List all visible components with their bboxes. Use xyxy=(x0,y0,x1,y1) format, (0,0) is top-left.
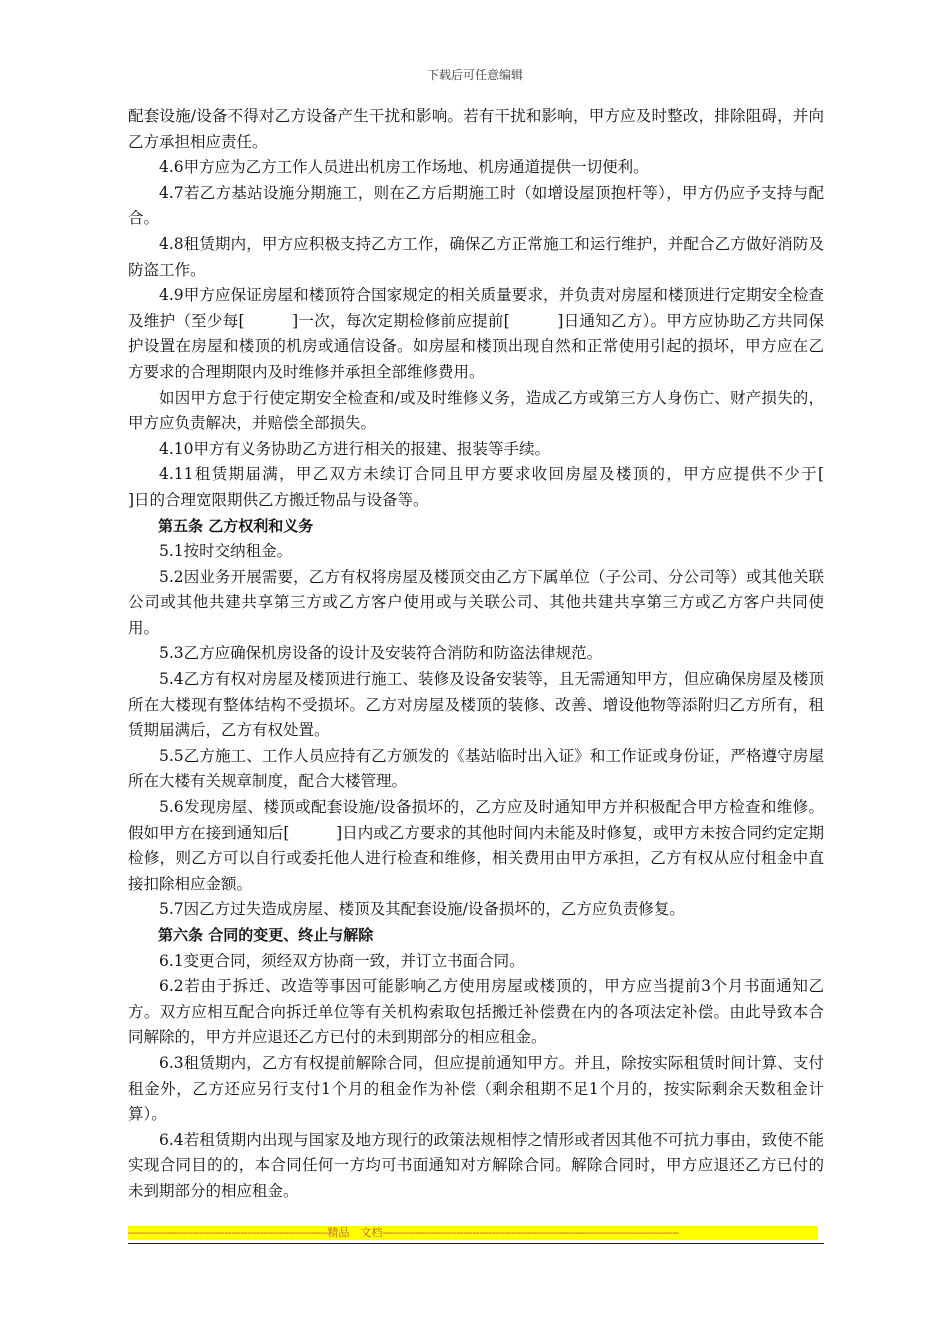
paragraph: 4.7若乙方基站设施分期施工，则在乙方后期施工时（如增设屋顶抱杆等），甲方仍应予支持与配合。 xyxy=(128,183,824,228)
paragraph: 4.8租赁期内，甲方应积极支持乙方工作，确保乙方正常施工和运行维护，并配合乙方做好消防及防盗工作。 xyxy=(128,234,824,279)
paragraph: 5.5乙方施工、工作人员应持有乙方颁发的《基站临时出入证》和工作证或身份证，严格遵守房屋所在大楼有关规章制度，配合大楼管理。 xyxy=(128,746,824,791)
paragraph: 6.4若租赁期内出现与国家及地方现行的政策法规相悖之情形或者因其他不可抗力事由，致使不能实现合同目的的，本合同任何一方均可书面通知对方解除合同。解除合同时，甲方应退还乙方已付的未到期部分的相应租金。 xyxy=(128,1130,824,1200)
paragraph: 5.2因业务开展需要，乙方有权将房屋及楼顶交由乙方下属单位（子公司、分公司等）或其他关联公司或其他共建共享第三方或乙方客户使用或与关联公司、其他共建共享第三方或乙方客户共同使用。 xyxy=(128,567,824,637)
footer-dashes-right: -------------------------------------------------------------------------------------------- xyxy=(382,1226,679,1239)
paragraph: 配套设施/设备不得对乙方设备产生干扰和影响。若有干扰和影响，甲方应及时整改，排除阻碍，并向乙方承担相应责任。 xyxy=(128,107,824,151)
section-heading: 第五条 乙方权利和义务 xyxy=(158,516,314,535)
paragraph: 5.1按时交纳租金。 xyxy=(159,542,293,561)
paragraph: 5.3乙方应确保机房设备的设计及安装符合消防和防盗法律规范。 xyxy=(159,644,603,663)
paragraph: 6.2若由于拆迁、改造等事因可能影响乙方使用房屋或楼顶的，甲方应当提前3个月书面通知乙方。双方应相互配合向拆迁单位等有关机构索取包括搬迁补偿费在内的各项法定补偿。由此导致本合同解除的，甲方并应退还乙方已付的未到期部分的相应租金。 xyxy=(128,977,824,1047)
footer-banner xyxy=(128,1226,818,1240)
paragraph: 如因甲方怠于行使定期安全检查和/或及时维修义务，造成乙方或第三方人身伤亡、财产损失的，甲方应负责解决，并赔偿全部损失。 xyxy=(128,388,824,433)
paragraph: 4.9甲方应保证房屋和楼顶符合国家规定的相关质量要求，并负责对房屋和楼顶进行定期安全检查及维护（至少每[ ]一次，每次定期检修前应提前[ ]日通知乙方）。甲方应协助乙方共同保护设置在房屋和楼顶的机房或通信设备。如房屋和楼顶出现自然和正常使用引起的损坏，甲方应在乙方要求的合理期限内及时维修并承担全部维修费用。 xyxy=(128,286,824,381)
paragraph: 5.4乙方有权对房屋及楼顶进行施工、装修及设备安装等，且无需通知甲方，但应确保房屋及楼顶所在大楼现有整体结构不受损坏。乙方对房屋及楼顶的装修、改善、增设他物等添附归乙方所有，租赁期届满后，乙方有权处置。 xyxy=(128,670,824,740)
paragraph: 6.1变更合同，须经双方协商一致，并订立书面合同。 xyxy=(159,951,525,970)
paragraph: 6.3租赁期内，乙方有权提前解除合同，但应提前通知甲方。并且，除按实际租赁时间计算、支付租金外，乙方还应另行支付1个月的租金作为补偿（剩余租期不足1个月的，按实际剩余天数租金计算）。 xyxy=(128,1053,824,1124)
footer-label: 精品 文档 xyxy=(327,1226,383,1239)
paragraph: 4.6甲方应为乙方工作人员进出机房工作场地、机房通道提供一切便利。 xyxy=(159,158,649,177)
section-heading: 第六条 合同的变更、终止与解除 xyxy=(158,926,374,944)
paragraph: 5.7因乙方过失造成房屋、楼顶及其配套设施/设备损坏的，乙方应负责修复。 xyxy=(159,900,685,919)
document-body xyxy=(128,104,871,1205)
page-header: 下载后可任意编辑 xyxy=(426,68,523,82)
paragraph: 4.11租赁期届满，甲乙双方未续订合同且甲方要求收回房屋及楼顶的，甲方应提供不少于[ ]日的合理宽限期供乙方搬迁物品与设备等。 xyxy=(128,465,871,509)
footer-dashes-left: -------------------------------------------------------------- xyxy=(128,1226,328,1239)
paragraph: 4.10甲方有义务协助乙方进行相关的报建、报装等手续。 xyxy=(159,439,551,458)
paragraph: 5.6发现房屋、楼顶或配套设施/设备损坏的，乙方应及时通知甲方并积极配合甲方检查和维修。假如甲方在接到通知后[ ]日内或乙方要求的其他时间内未能及时修复，或甲方未按合同约定定期检修，则乙方可以自行或委托他人进行检查和维修，相关费用由甲方承担，乙方有权从应付租金中直接扣除相应金额。 xyxy=(128,798,824,893)
footer-rule xyxy=(128,1243,824,1244)
